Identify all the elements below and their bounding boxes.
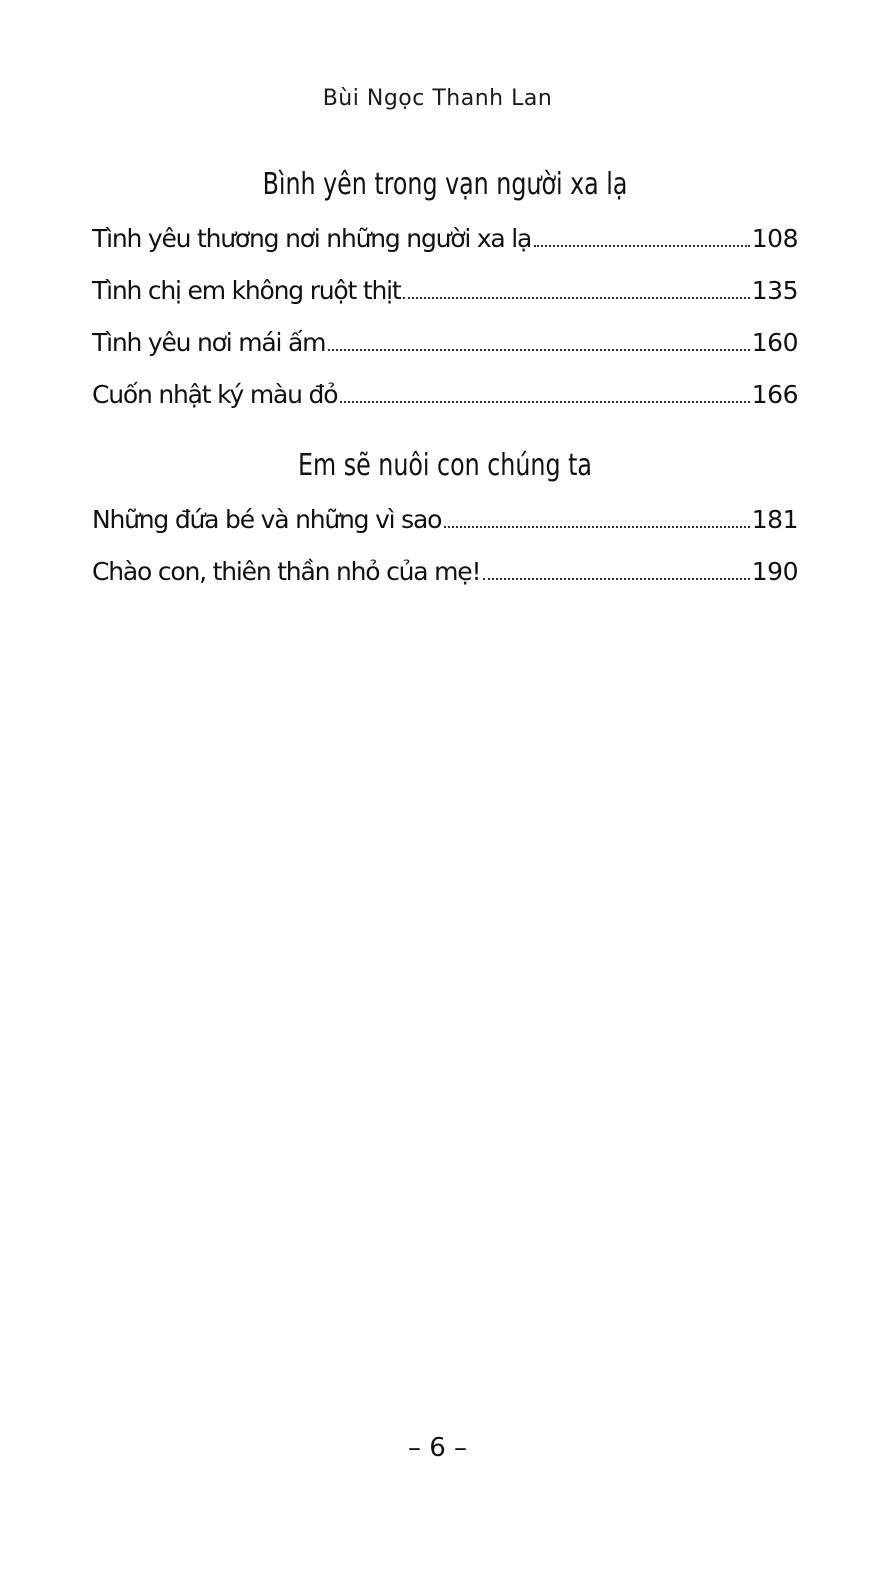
toc-entry — [92, 213, 798, 265]
toc-entry-page: 190 — [751, 557, 798, 586]
toc-entry — [92, 546, 798, 598]
dot-leader — [340, 401, 749, 403]
dot-leader — [444, 526, 750, 528]
dot-leader — [328, 349, 749, 351]
toc-entry — [92, 317, 798, 369]
toc-entry-title: Chào con, thiên thần nhỏ của mẹ! — [92, 557, 481, 586]
section-title: Bình yên trong vạn người xa lạ — [262, 167, 628, 202]
toc-entry-page: 108 — [751, 224, 798, 253]
toc-entry-title: Tình yêu thương nơi những người xa lạ — [92, 224, 532, 253]
toc-entry — [92, 369, 798, 421]
toc-list — [92, 213, 798, 421]
section-title: Em sẽ nuôi con chúng ta — [298, 448, 592, 483]
toc-section — [92, 446, 798, 598]
toc-entry — [92, 265, 798, 317]
page-number: – 6 – — [407, 1433, 468, 1463]
dot-leader — [403, 297, 749, 299]
toc-entry-page: 160 — [751, 328, 798, 357]
toc-entry-page: 181 — [751, 505, 798, 534]
toc-entry-title: Những đứa bé và những vì sao — [92, 505, 442, 534]
toc-list — [92, 494, 798, 598]
toc-entry-title: Cuốn nhật ký màu đỏ — [92, 380, 338, 409]
running-header-author: Bùi Ngọc Thanh Lan — [322, 86, 553, 111]
dot-leader — [534, 245, 750, 247]
toc-section — [92, 165, 798, 421]
toc-entry — [92, 494, 798, 546]
toc-entry-title: Tình chị em không ruột thịt — [92, 276, 401, 305]
toc-entry-page: 135 — [751, 276, 798, 305]
dot-leader — [483, 578, 749, 580]
toc-entry-title: Tình yêu nơi mái ấm — [92, 328, 326, 357]
toc-entry-page: 166 — [751, 380, 798, 409]
